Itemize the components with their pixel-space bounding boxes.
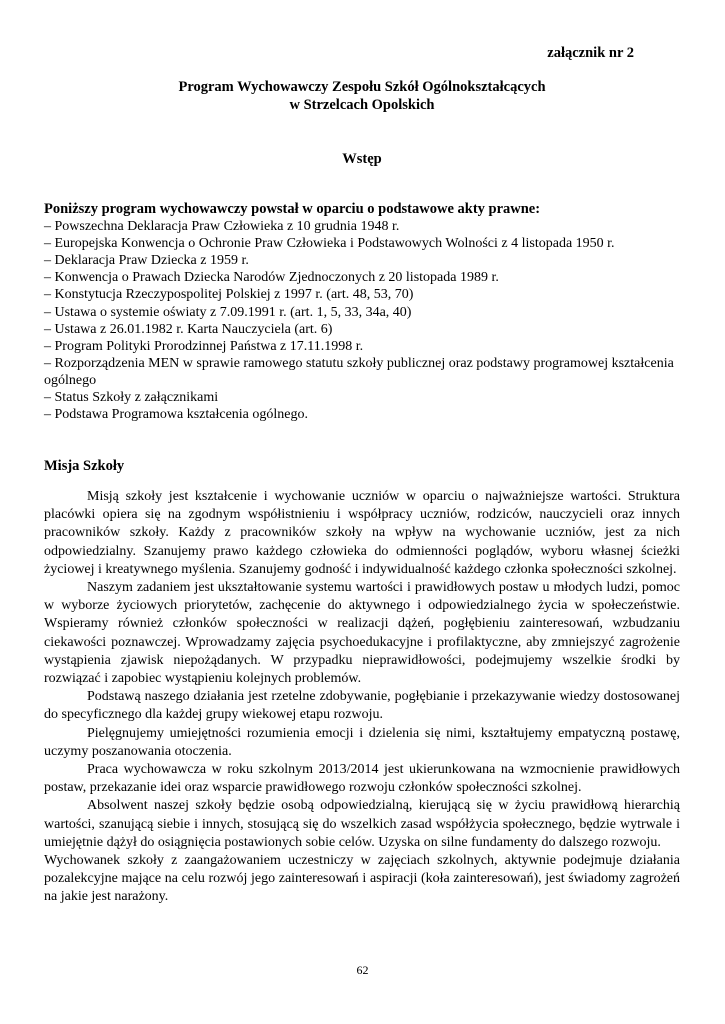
- legal-basis-lead: Poniższy program wychowawczy powstał w oparciu o podstawowe akty prawne:: [44, 201, 541, 217]
- attachment-label: załącznik nr 2: [547, 45, 634, 61]
- legal-basis-section: [44, 201, 680, 423]
- legal-act-item: – Status Szkoły z załącznikami: [44, 390, 219, 406]
- mission-heading: Misja Szkoły: [44, 458, 125, 474]
- legal-act-item: – Konwencja o Prawach Dziecka Narodów Zjednoczonych z 20 listopada 1989 r.: [44, 270, 499, 286]
- legal-acts-list: [44, 218, 680, 423]
- legal-act-item: – Rozporządzenia MEN w sprawie ramowego statutu szkoły publicznej oraz podstawy programowej kształcenia ogólnego: [44, 355, 674, 388]
- legal-act-item: – Podstawa Programowa kształcenia ogólnego.: [44, 407, 308, 423]
- mission-paragraph: Pielęgnujemy umiejętności rozumienia emocji i dzielenia się nimi, kształtujemy empatyczną postawę, uczymy poszanowania otoczenia.: [44, 725, 680, 759]
- intro-heading: Wstęp: [342, 151, 382, 167]
- legal-act-item: – Europejska Konwencja o Ochronie Praw Człowieka i Podstawowych Wolności z 4 listopada 1950 r.: [44, 236, 615, 252]
- legal-act-item: – Deklaracja Praw Dziecka z 1959 r.: [44, 253, 249, 269]
- legal-act-item: – Konstytucja Rzeczypospolitej Polskiej z 1997 r. (art. 48, 53, 70): [44, 287, 414, 303]
- mission-section: [44, 488, 680, 907]
- legal-act-item: – Ustawa o systemie oświaty z 7.09.1991 r. (art. 1, 5, 33, 34a, 40): [44, 304, 412, 320]
- title-line-1: Program Wychowawczy Zespołu Szkół Ogólnokształcących: [178, 79, 546, 95]
- legal-act-item: – Powszechna Deklaracja Praw Człowieka z 10 grudnia 1948 r.: [44, 219, 400, 235]
- mission-paragraph: Absolwent naszej szkoły będzie osobą odpowiedzialną, kierującą się w życiu prawidłową hierarchią wartości, szanującą siebie i innych, stosującą się do wszelkich zasad współżycia społecznego, będzie wytrwale i umiejętnie dążył do osiągnięcia postawionych sobie celów. Uzyska on silne fundamenty do dalszego rozwoju.: [44, 798, 680, 850]
- document-title: [44, 78, 680, 114]
- title-line-2: w Strzelcach Opolskich: [289, 97, 435, 113]
- legal-act-item: – Ustawa z 26.01.1982 r. Karta Nauczyciela (art. 6): [44, 321, 333, 337]
- mission-paragraph: Praca wychowawcza w roku szkolnym 2013/2014 jest ukierunkowana na wzmocnienie prawidłowych postaw, przekazanie idei oraz wsparcie prawidłowego rozwoju członków społeczności szkolnej.: [44, 762, 680, 796]
- mission-paragraph: Misją szkoły jest kształcenie i wychowanie uczniów w oparciu o najważniejsze wartości. Struktura placówki opiera się na zgodnym współistnieniu i współpracy uczniów, rodziców, nauczycieli oraz innych pracowników szkoły. Każdy z pracowników szkoły na wpływ na wychowanie uczniów, jest za nich odpowiedzialny. Szanujemy prawo każdego człowieka do odmienności poglądów, wyboru własnej ścieżki życiowej i kreatywnego myślenia. Szanujemy godność i indywidualność każdego członka społeczności szkolnej.: [44, 489, 680, 577]
- mission-paragraph: Naszym zadaniem jest ukształtowanie systemu wartości i prawidłowych postaw u młodych ludzi, pomoc w wyborze życiowych priorytetów, zachęcenie do aktywnego i odpowiedzialnego życia w społeczeństwie. Wspieramy również członków społeczności w realizacji dążeń, pogłębieniu zainteresowań, wzbudzaniu ciekawości poznawczej. Wprowadzamy zajęcia psychoedukacyjne i profilaktyczne, aby zmniejszyć zagrożenie wystąpienia zjawisk niepożądanych. W przypadku nieprawidłowości, podejmujemy wszelkie środki by rozwiązać i zapobiec wystąpieniu kolejnych problemów.: [44, 580, 680, 687]
- mission-paragraph: Podstawą naszego działania jest rzetelne zdobywanie, pogłębianie i przekazywanie wiedzy dostosowanej do specyficznego dla każdej grupy wiekowej etapu rozwoju.: [44, 689, 680, 723]
- mission-final-paragraph: Wychowanek szkoły z zaangażowaniem uczestniczy w zajęciach szkolnych, aktywnie podejmuje działania pozalekcyjne mające na celu rozwój jego zainteresowań i aspiracji (koła zainteresowań), jest świadomy zagrożeń na jakie jest narażony.: [44, 853, 680, 905]
- page-number: 62: [356, 963, 369, 977]
- legal-act-item: – Program Polityki Prorodzinnej Państwa z 17.11.1998 r.: [44, 338, 364, 354]
